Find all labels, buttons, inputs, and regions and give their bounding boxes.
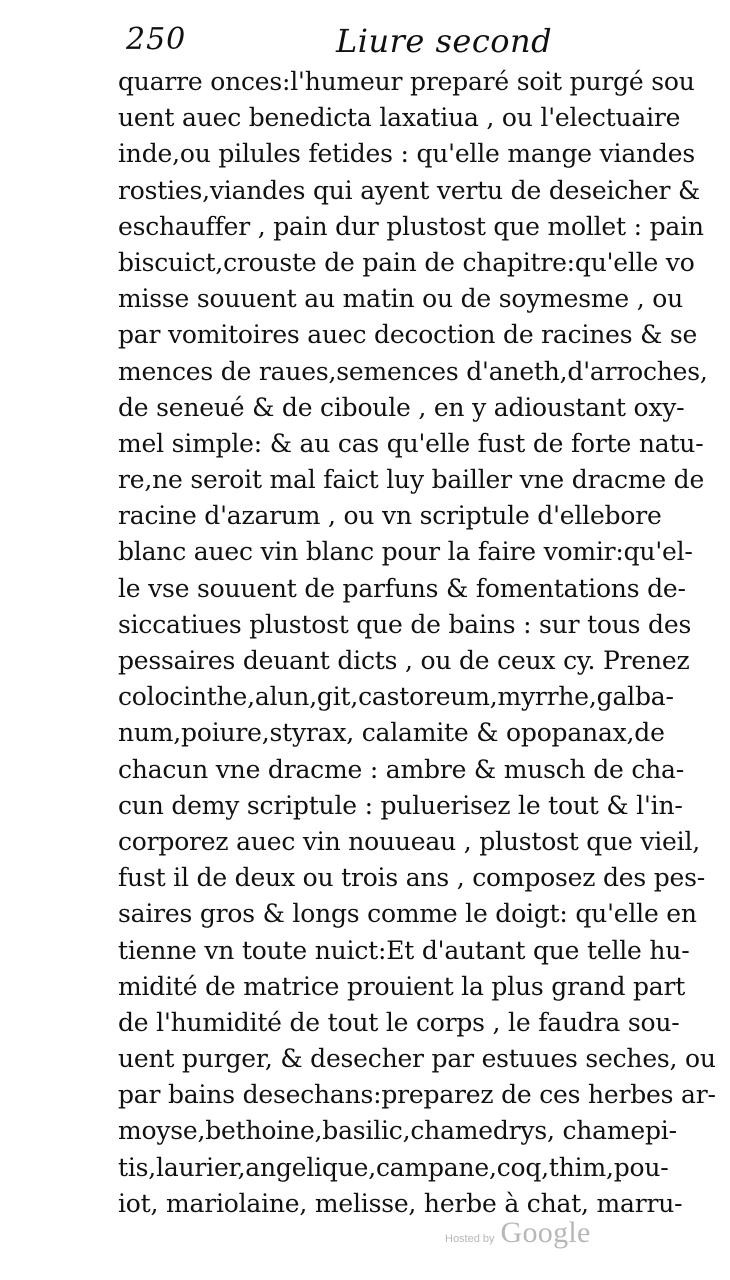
text-line: par bains desechans:preparez de ces herbes ar-	[118, 1080, 716, 1110]
text-line: chacun vne dracme : ambre & musch de cha-	[118, 754, 684, 784]
text-line: iot, mariolaine, melisse, herbe à chat, marru-	[118, 1188, 683, 1218]
text-line: cun demy scriptule : puluerisez le tout & l'in-	[118, 790, 683, 820]
text-line: num,poiure,styrax, calamite & opopanax,de	[118, 718, 665, 748]
text-line: biscuict,crouste de pain de chapitre:qu'elle vo	[118, 247, 695, 277]
body-text	[118, 64, 716, 1222]
text-line: pessaires deuant dicts , ou de ceux cy. Prenez	[118, 646, 690, 675]
text-line: de seneué & de ciboule , en y adioustant oxy-	[118, 392, 685, 422]
text-line: par vomitoires auec decoction de racines & se	[118, 320, 698, 350]
text-line: siccatiues plustost que de bains : sur tous des	[118, 609, 692, 639]
text-line: racine d'azarum , ou vn scriptule d'ellebore	[118, 501, 662, 531]
text-line: le vse souuent de parfuns & fomentations de-	[118, 573, 686, 603]
page-number: 250	[126, 22, 187, 57]
text-line: mel simple: & au cas qu'elle fust de forte natu-	[118, 428, 704, 458]
text-line: fust il de deux ou trois ans , composez des pes-	[118, 863, 706, 893]
text-line: uent purger, & desecher par estuues seches, ou	[118, 1044, 716, 1074]
text-line: tienne vn toute nuict:Et d'autant que telle hu-	[118, 935, 690, 965]
text-line: corporez auec vin nouueau , plustost que vieil,	[118, 826, 700, 856]
text-line: uent auec benedicta laxatiua , ou l'electuaire	[118, 103, 681, 133]
text-line: de l'humidité de tout le corps , le faudra sou-	[118, 1007, 680, 1037]
text-line: re,ne seroit mal faict luy bailler vne dracme de	[118, 465, 705, 495]
google-watermark	[445, 1216, 591, 1256]
text-line: tis,laurier,angelique,campane,coq,thim,pou-	[118, 1152, 669, 1182]
text-line: moyse,bethoine,basilic,chamedrys, chamepi-	[118, 1116, 677, 1146]
text-line: eschauffer , pain dur plustost que mollet : pain	[118, 211, 704, 241]
text-line: colocinthe,alun,git,castoreum,myrrhe,galba-	[118, 682, 674, 712]
text-line: quarre onces:l'humeur preparé soit purgé sou	[118, 67, 695, 96]
running-head: Liure second	[336, 22, 553, 60]
text-line: misse souuent au matin ou de soymesme , ou	[118, 284, 684, 314]
text-line: rosties,viandes qui ayent vertu de deseicher &	[118, 175, 701, 205]
text-line: saires gros & longs comme le doigt: qu'elle en	[118, 899, 697, 929]
page-header	[126, 22, 646, 62]
text-line: inde,ou pilules fetides : qu'elle mange viandes	[118, 139, 695, 169]
text-line: mences de raues,semences d'aneth,d'arroches,	[118, 356, 708, 386]
text-line: midité de matrice prouient la plus grand part	[118, 971, 686, 1001]
hosted-by-label: Hosted by	[445, 1233, 495, 1245]
text-line: blanc auec vin blanc pour la faire vomir:qu'el-	[118, 537, 693, 567]
google-logo: Google	[500, 1216, 591, 1249]
